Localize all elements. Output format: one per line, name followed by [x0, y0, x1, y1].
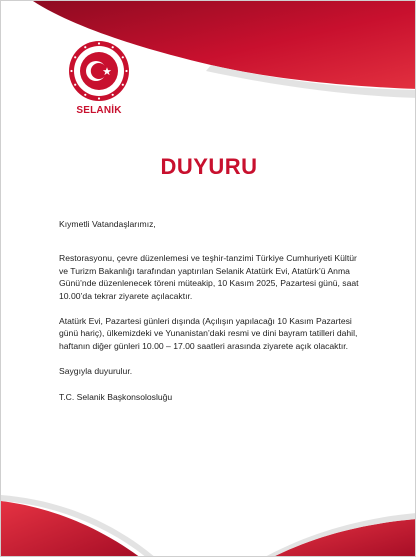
consulate-emblem-icon: [67, 39, 131, 103]
page-title: DUYURU: [160, 154, 258, 179]
paragraph-hours: Atatürk Evi, Pazartesi günleri dışında (Açılışın yapılacağı 10 Kasım Pazartesi günü hariç), ülkemizdeki ve Yunanistan’daki resmi ve dini bayram tatilleri dahil, haftanın diğer günleri 10.00 – 17.00 saatleri arasında ziyarete açık olacaktır.: [59, 316, 358, 351]
greeting-text: Kıymetli Vatandaşlarımız,: [59, 219, 156, 229]
announcement-body: [59, 218, 364, 403]
closing-text: Saygıyla duyurulur.: [59, 366, 133, 377]
paragraph-reopening: Restorasyonu, çevre düzenlemesi ve teşhir-tanzimi Türkiye Cumhuriyeti Kültür ve Turizm Bakanlığı tarafından yaptırılan Selanik Atatürk Evi, Atatürk’ü Anma Günü’nde düzenlenecek töreni müteakip, 10 Kasım 2025, Pazartesi günü, saat 10.00’da tekrar ziyarete açılacaktır.: [59, 253, 359, 301]
logo-caption: SELANİK: [76, 105, 122, 116]
signature-text: T.C. Selanik Başkonsolosluğu: [59, 391, 173, 402]
